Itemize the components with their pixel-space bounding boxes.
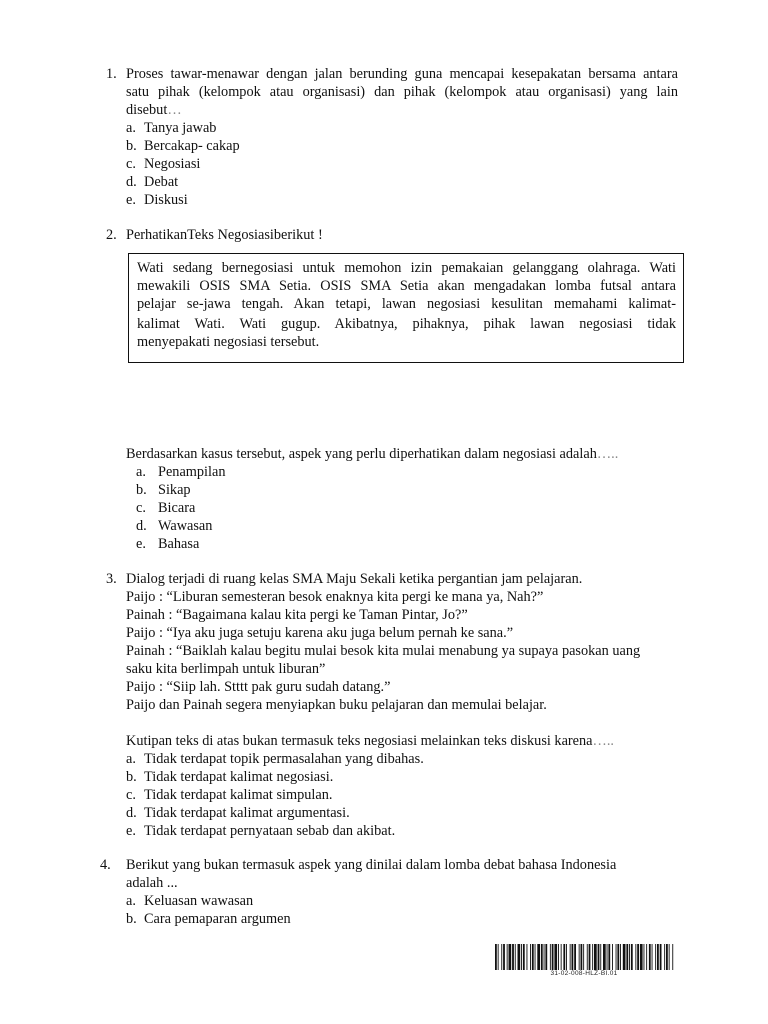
q2-option-text: Wawasan bbox=[158, 518, 213, 534]
q4-option-text: Keluasan wawasan bbox=[144, 893, 254, 909]
q3-question bbox=[126, 732, 614, 750]
dialog-line: Painah : “Baiklah kalau begitu mulai besok kita mulai menabung ya supaya pasokan uang bbox=[126, 643, 641, 659]
q3-stem: Dialog terjadi di ruang kelas SMA Maju Sekali ketika pergantian jam pelajaran. bbox=[126, 571, 583, 587]
box-text-line: kalimat Wati. Wati gugup. Akibatnya, pihaknya, pihak lawan negosiasi tidak bbox=[137, 316, 676, 332]
q2-option-text: Bicara bbox=[158, 500, 196, 516]
q2-option-letter: e. bbox=[136, 536, 146, 552]
q2-option-letter: d. bbox=[136, 518, 147, 534]
q3-option-letter: d. bbox=[126, 805, 137, 821]
box-text-line: Wati sedang bernegosiasi untuk memohon izin pemakaian gelanggang olahraga. Wati bbox=[137, 260, 676, 276]
q2-option-letter: a. bbox=[136, 464, 146, 480]
q2-question bbox=[126, 445, 618, 463]
q4-stem-line-1: Berikut yang bukan termasuk aspek yang dinilai dalam lomba debat bahasa Indonesia bbox=[126, 857, 617, 873]
q2-stem: PerhatikanTeks Negosiasiberikut ! bbox=[126, 227, 323, 243]
q3-option-text: Tidak terdapat kalimat argumentasi. bbox=[144, 805, 350, 821]
q4-option-letter: a. bbox=[126, 893, 136, 909]
q1-option-letter: d. bbox=[126, 174, 137, 190]
q2-option-letter: b. bbox=[136, 482, 147, 498]
q1-option-text: Tanya jawab bbox=[144, 120, 217, 136]
q1-stem-ellipsis: … bbox=[167, 102, 182, 118]
q3-option-letter: b. bbox=[126, 769, 137, 785]
q1-option-letter: a. bbox=[126, 120, 136, 136]
q2-number: 2. bbox=[106, 227, 117, 243]
q4-number: 4. bbox=[100, 857, 111, 873]
q4-option-text: Cara pemaparan argumen bbox=[144, 911, 291, 927]
q2-option-text: Sikap bbox=[158, 482, 191, 498]
q1-option-text: Diskusi bbox=[144, 192, 188, 208]
q3-option-text: Tidak terdapat pernyataan sebab dan akibat. bbox=[144, 823, 396, 839]
q1-option-letter: e. bbox=[126, 192, 136, 208]
q4-option-letter: b. bbox=[126, 911, 137, 927]
q3-option-text: Tidak terdapat kalimat simpulan. bbox=[144, 787, 333, 803]
q1-stem-line-2: satu pihak (kelompok atau organisasi) dan pihak (kelompok atau organisasi) yang lain bbox=[126, 84, 678, 100]
q2-option-text: Penampilan bbox=[158, 464, 226, 480]
q2-option-letter: c. bbox=[136, 500, 146, 516]
q3-option-letter: e. bbox=[126, 823, 136, 839]
q2-question-ellipsis: ….. bbox=[596, 446, 619, 462]
q3-question-ellipsis: ….. bbox=[592, 733, 614, 749]
q1-stem-text: disebut bbox=[126, 102, 168, 118]
dialog-line: Paijo : “Siip lah. Stttt pak guru sudah datang.” bbox=[126, 679, 391, 695]
q3-question-text: Kutipan teks di atas bukan termasuk teks negosiasi melainkan teks diskusi karena bbox=[126, 733, 593, 749]
q2-question-text: Berdasarkan kasus tersebut, aspek yang perlu diperhatikan dalam negosiasi adalah bbox=[126, 446, 597, 462]
q1-stem-line-1: Proses tawar-menawar dengan jalan berunding guna mencapai kesepakatan bersama antara bbox=[126, 66, 678, 82]
q1-stem-line-3 bbox=[126, 101, 182, 119]
dialog-line: saku kita berlimpah untuk liburan” bbox=[126, 661, 326, 677]
dialog-line: Paijo : “Liburan semesteran besok enaknya kita pergi ke mana ya, Nah?” bbox=[126, 589, 544, 605]
q1-option-text: Bercakap- cakap bbox=[144, 138, 240, 154]
q1-option-letter: c. bbox=[126, 156, 136, 172]
q2-option-text: Bahasa bbox=[158, 536, 200, 552]
dialog-line: Paijo : “Iya aku juga setuju karena aku juga belum pernah ke sana.” bbox=[126, 625, 514, 641]
box-text-line: pelajar se-jawa tengah. Akan tetapi, lawan negosiasi kesulitan memahami kalimat- bbox=[137, 296, 676, 312]
q3-closing: Paijo dan Painah segera menyiapkan buku pelajaran dan memulai belajar. bbox=[126, 697, 547, 713]
q4-stem-line-2: adalah ... bbox=[126, 875, 178, 891]
barcode bbox=[494, 944, 674, 970]
q1-number: 1. bbox=[106, 66, 117, 82]
q3-number: 3. bbox=[106, 571, 117, 587]
box-text-line: menyepakati negosiasi tersebut. bbox=[137, 334, 320, 350]
q1-option-text: Negosiasi bbox=[144, 156, 201, 172]
q3-option-text: Tidak terdapat kalimat negosiasi. bbox=[144, 769, 334, 785]
box-text-line: mewakili OSIS SMA Setia. OSIS SMA Setia akan mengadakan lomba futsal antara bbox=[137, 278, 676, 294]
barcode-number: 31-02-008-HLZ-BI.01 bbox=[550, 970, 618, 977]
q1-option-letter: b. bbox=[126, 138, 137, 154]
q3-option-text: Tidak terdapat topik permasalahan yang dibahas. bbox=[144, 751, 424, 767]
q3-option-letter: a. bbox=[126, 751, 136, 767]
q3-option-letter: c. bbox=[126, 787, 136, 803]
q1-option-text: Debat bbox=[144, 174, 179, 190]
dialog-line: Painah : “Bagaimana kalau kita pergi ke Taman Pintar, Jo?” bbox=[126, 607, 468, 623]
